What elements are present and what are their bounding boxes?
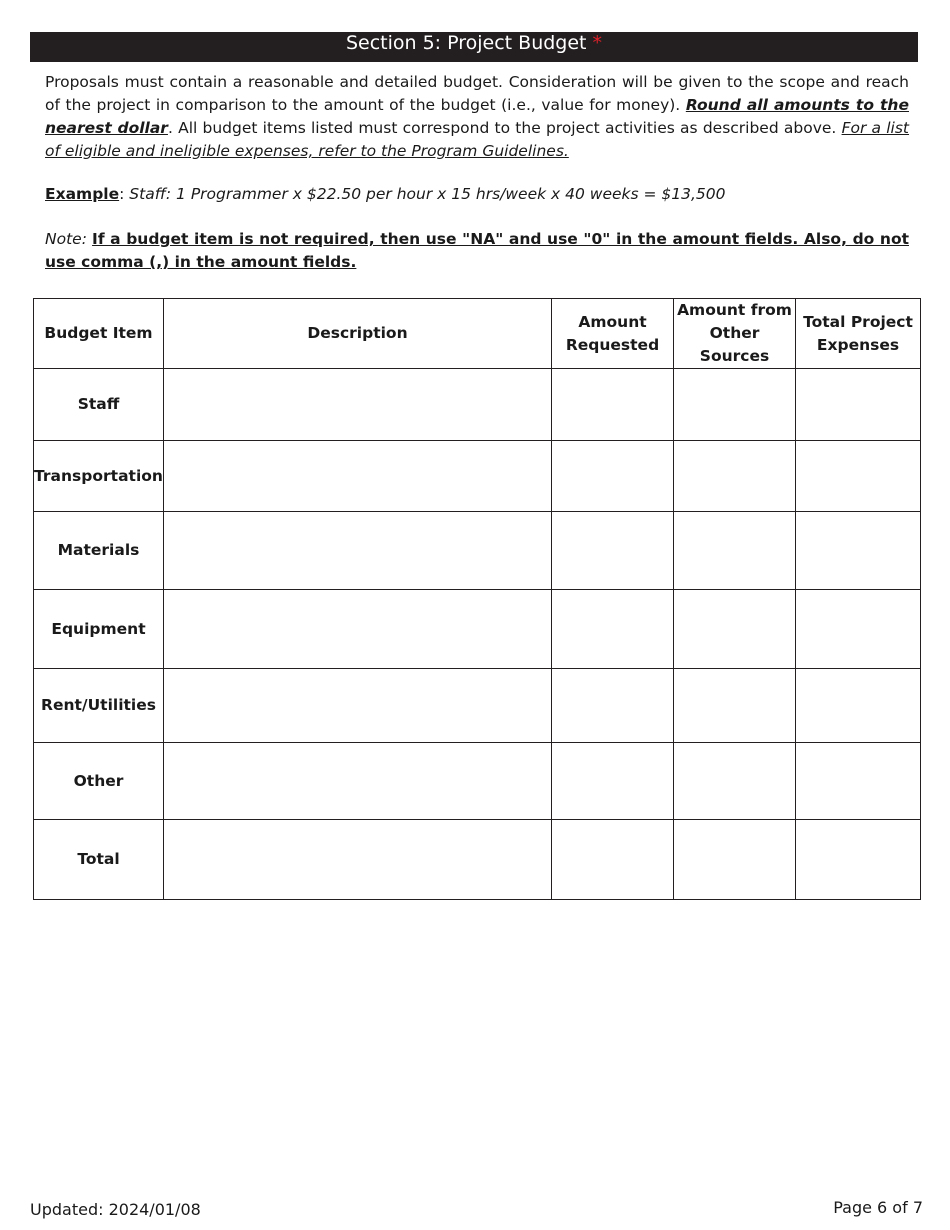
equipment-amount-requested-field[interactable] [552, 590, 674, 669]
other-total-expenses-field[interactable] [796, 743, 921, 820]
table-row-transportation [34, 441, 921, 512]
page-number: Page 6 of 7 [833, 1198, 923, 1217]
staff-amount-other-field[interactable] [674, 369, 796, 441]
header-amount-other-line-2: Other Sources [699, 324, 770, 365]
rent-utilities-total-expenses-field[interactable] [796, 669, 921, 743]
required-asterisk: * [592, 32, 603, 54]
section-title: Section 5: Project Budget [345, 32, 587, 54]
table-row-materials [34, 512, 921, 590]
transportation-description-field[interactable] [164, 441, 552, 512]
updated-date: Updated: 2024/01/08 [30, 1200, 201, 1219]
table-row-other [34, 743, 921, 820]
materials-total-expenses-field[interactable] [796, 512, 921, 590]
budget-item-label: Materials [34, 512, 164, 590]
rent-utilities-amount-requested-field[interactable] [552, 669, 674, 743]
other-amount-other-field[interactable] [674, 743, 796, 820]
staff-total-expenses-field[interactable] [796, 369, 921, 441]
table-row-total [34, 820, 921, 900]
budget-item-label: Total [34, 820, 164, 900]
budget-item-label: Rent/Utilities [34, 669, 164, 743]
budget-example [45, 183, 909, 206]
staff-description-field[interactable] [164, 369, 552, 441]
equipment-amount-other-field[interactable] [674, 590, 796, 669]
section-header [30, 32, 918, 62]
budget-note [45, 228, 909, 274]
budget-item-label: Equipment [34, 590, 164, 669]
other-amount-requested-field[interactable] [552, 743, 674, 820]
equipment-description-field[interactable] [164, 590, 552, 669]
rent-utilities-amount-other-field[interactable] [674, 669, 796, 743]
instructions-text-1: Proposals must contain a reasonable and detailed budget. Consideration will be given to the scope and reach of the project in comparison to the amount of the budget (i.e., value for money). [45, 73, 909, 114]
total-amount-requested-field[interactable] [552, 820, 674, 900]
materials-amount-requested-field[interactable] [552, 512, 674, 590]
header-total-expenses-line-1: Total Project [803, 312, 913, 331]
example-separator: : [119, 185, 125, 203]
budget-item-label: Staff [34, 369, 164, 441]
header-description-label: Description [307, 324, 408, 342]
note-label: Note: [45, 230, 93, 248]
staff-amount-requested-field[interactable] [552, 369, 674, 441]
header-total-expenses-line-2: Expenses [816, 335, 900, 354]
table-row-equipment [34, 590, 921, 669]
budget-item-label: Other [34, 743, 164, 820]
transportation-amount-other-field[interactable] [674, 441, 796, 512]
table-header-row [34, 299, 921, 369]
guidelines-reference: For a list of eligible and ineligible expenses, refer to the Program Guidelines. [45, 119, 910, 160]
budget-instructions [45, 71, 909, 163]
rent-utilities-description-field[interactable] [164, 669, 552, 743]
table-row-rent-utilities [34, 669, 921, 743]
budget-table [33, 298, 921, 900]
header-amount-requested-line-2: Requested [565, 335, 660, 354]
instructions-text-2: . All budget items listed must correspond to the project activities as described above. [167, 119, 842, 137]
total-description-field[interactable] [164, 820, 552, 900]
example-text: Staff: 1 Programmer x $22.50 per hour x 15 hrs/week x 40 weeks = $13,500 [124, 185, 726, 203]
header-amount-other-sources [674, 299, 796, 369]
note-text: If a budget item is not required, then use "NA" and use "0" in the amount fields. Also, do not use comma (,) in the amount fields. [45, 230, 909, 271]
budget-item-label: Transportation [34, 441, 164, 512]
header-budget-item-label: Budget Item [44, 324, 153, 342]
total-amount-other-field[interactable] [674, 820, 796, 900]
header-amount-other-line-1: Amount from [677, 301, 792, 319]
table-row-staff [34, 369, 921, 441]
total-total-expenses-field[interactable] [796, 820, 921, 900]
transportation-amount-requested-field[interactable] [552, 441, 674, 512]
header-total-expenses [796, 299, 921, 369]
materials-description-field[interactable] [164, 512, 552, 590]
other-description-field[interactable] [164, 743, 552, 820]
header-amount-requested-line-1: Amount [578, 312, 647, 331]
transportation-total-expenses-field[interactable] [796, 441, 921, 512]
header-budget-item [34, 299, 164, 369]
equipment-total-expenses-field[interactable] [796, 590, 921, 669]
example-label: Example [45, 185, 120, 203]
materials-amount-other-field[interactable] [674, 512, 796, 590]
rounding-emphasis: Round all amounts to the nearest dollar [45, 96, 909, 137]
header-description [164, 299, 552, 369]
header-amount-requested [552, 299, 674, 369]
